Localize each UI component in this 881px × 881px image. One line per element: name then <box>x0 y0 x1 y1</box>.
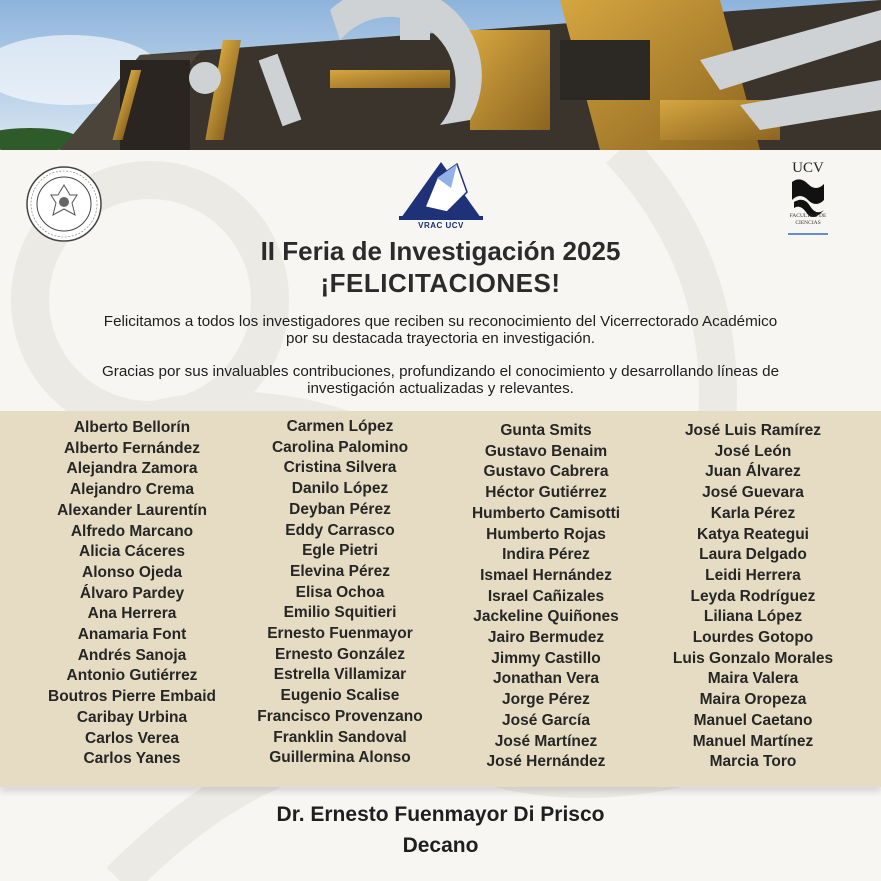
name-entry: Luis Gonzalo Morales <box>672 649 834 667</box>
name-entry: Eugenio Scalise <box>280 687 400 705</box>
name-entry: Héctor Gutiérrez <box>485 484 607 502</box>
name-entry: Cristina Silvera <box>283 459 397 477</box>
name-entry: Carlos Verea <box>85 729 179 747</box>
faculty-label: FACULTAD DE CIENCIAS <box>789 213 827 226</box>
name-entry: Jackeline Quiñones <box>473 608 619 626</box>
name-entry: Maira Valera <box>707 670 799 688</box>
name-entry: Juan Álvarez <box>705 463 801 481</box>
name-entry: Alberto Fernández <box>63 439 201 457</box>
name-entry: Carlos Yanes <box>83 750 181 768</box>
name-entry: Humberto Camisotti <box>471 504 621 522</box>
name-entry: Emilio Squitieri <box>283 604 397 622</box>
name-entry: Leyda Rodríguez <box>690 587 816 605</box>
signature-role: Decano <box>402 834 479 857</box>
name-entry: Laura Delgado <box>699 546 807 564</box>
name-entry: Humberto Rojas <box>486 525 606 543</box>
congratulations-paragraph: Felicitamos a todos los investigadores que reciben su reconocimiento del Vicerrectorado Académico por su destacada trayectoria en investigación. <box>103 313 778 347</box>
thanks-paragraph: Gracias por sus invaluables contribuciones, profundizando el conocimiento y desarrollando líneas de investigación actualizadas y relevantes. <box>101 363 780 397</box>
name-entry: Maira Oropeza <box>699 691 807 709</box>
name-entry: Antonio Gutiérrez <box>66 667 198 685</box>
faculty-ucv-label: UCV <box>792 160 824 176</box>
name-entry: Manuel Caetano <box>693 711 813 729</box>
header-photo <box>0 0 881 150</box>
name-entry: Guillermina Alonso <box>269 749 411 767</box>
names-panel <box>0 411 881 787</box>
name-entry: Egle Pietri <box>302 542 378 560</box>
name-entry: Karla Pérez <box>710 504 796 522</box>
name-entry: Alonso Ojeda <box>82 563 182 581</box>
name-entry: Alicia Cáceres <box>79 543 185 561</box>
name-entry: Ana Herrera <box>87 605 177 623</box>
name-entry: Franklin Sandoval <box>273 728 407 746</box>
name-entry: Alexander Laurentín <box>57 501 207 519</box>
name-entry: Lourdes Gotopo <box>692 629 814 646</box>
name-entry: Manuel Martínez <box>692 732 814 750</box>
event-title: II Feria de Investigación 2025 <box>260 236 621 266</box>
name-entry: Gustavo Benaim <box>484 442 608 460</box>
name-entry: Ernesto Fuenmayor <box>267 625 413 642</box>
name-entry: Ernesto González <box>274 645 406 663</box>
name-entry: Alfredo Marcano <box>70 522 194 540</box>
name-entry: José Martínez <box>494 732 598 750</box>
name-entry: Gustavo Cabrera <box>483 463 609 481</box>
signature-name: Dr. Ernesto Fuenmayor Di Prisco <box>276 803 605 826</box>
name-entry: José Luis Ramírez <box>684 422 822 439</box>
name-entry: Danilo López <box>291 480 389 498</box>
vrac-label: VRAC UCV <box>418 221 464 230</box>
name-entry: José García <box>502 711 590 729</box>
name-entry: José León <box>714 442 792 460</box>
name-entry: Israel Cañizales <box>487 587 605 605</box>
name-entry: Jairo Bermudez <box>487 629 605 646</box>
name-entry: Estrella Villamizar <box>273 666 407 684</box>
university-seal-icon <box>25 165 103 243</box>
name-entry: José Hernández <box>486 753 606 771</box>
name-entry: Álvaro Pardey <box>79 584 185 602</box>
name-entry: Leidi Herrera <box>705 566 801 584</box>
name-entry: Gunta Smits <box>500 422 592 439</box>
name-entry: Jorge Pérez <box>502 691 590 709</box>
name-entry: José Guevara <box>702 484 804 502</box>
name-entry: Alberto Bellorín <box>73 419 191 436</box>
name-entry: Francisco Provenzano <box>257 707 423 725</box>
name-entry: Jonathan Vera <box>493 670 599 688</box>
name-entry: Katya Reategui <box>697 525 809 543</box>
name-entry: Elisa Ochoa <box>295 583 385 601</box>
name-entry: Ismael Hernández <box>480 566 612 584</box>
name-entry: Alejandra Zamora <box>66 460 198 478</box>
name-entry: Carolina Palomino <box>271 438 409 456</box>
name-entry: Liliana López <box>703 608 803 626</box>
name-entry: Alejandro Crema <box>69 481 195 499</box>
name-entry: Caribay Urbina <box>76 708 188 726</box>
name-entry: Deyban Pérez <box>289 500 391 518</box>
name-entry: Carmen López <box>286 418 394 435</box>
name-entry: Boutros Pierre Embaid <box>48 688 216 706</box>
name-entry: Elevina Pérez <box>290 562 390 580</box>
name-entry: Marcia Toro <box>709 753 797 771</box>
name-entry: Eddy Carrasco <box>285 521 395 539</box>
congratulations-heading: ¡FELICITACIONES! <box>320 268 561 298</box>
name-entry: Anamaria Font <box>77 626 187 643</box>
name-entry: Andrés Sanoja <box>77 646 187 664</box>
name-entry: Jimmy Castillo <box>491 649 601 667</box>
name-entry: Indira Pérez <box>502 546 590 564</box>
